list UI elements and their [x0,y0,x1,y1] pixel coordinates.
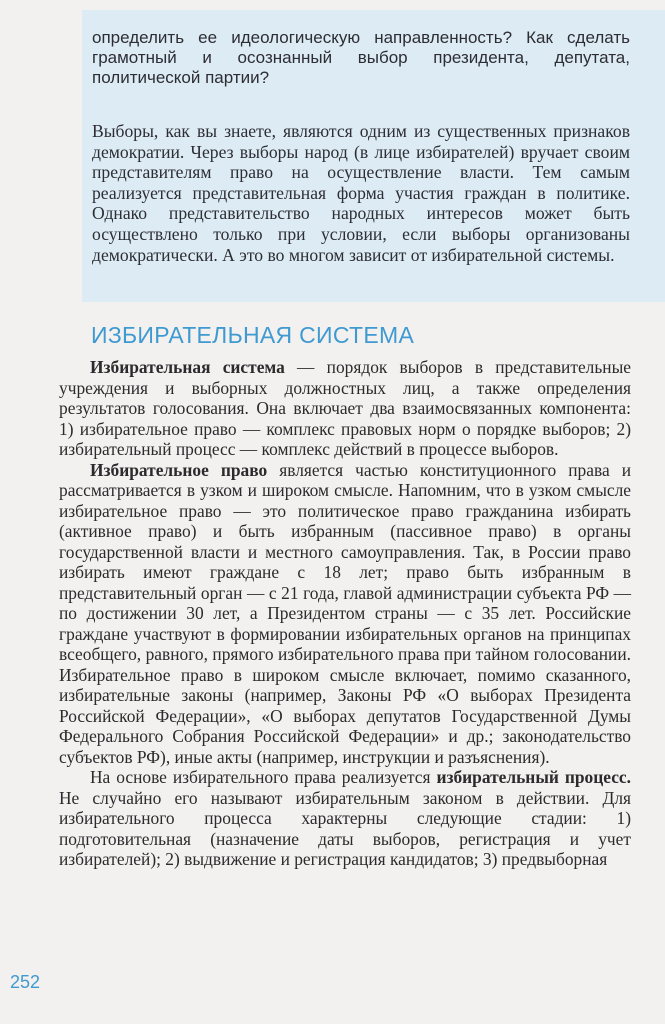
intro-question: определить ее идеологическую направленность? Как сделать грамотный и осознанный выбор президента, депутата, политической партии? [92,28,630,87]
paragraph-electoral-system-text: — порядок выборов в представительные учреждения и выборных должностных лиц, а также определения результатов голосования. Она включает два взаимосвязанных компонента: 1) избирательное право — комплекс правовых норм о порядке выборов; 2) избирательный процесс — комплекс действий в процессе выборов. [59,357,631,459]
term-electoral-system: Избирательная система [90,357,285,377]
page-number: 252 [10,972,41,992]
paragraph-electoral-system [59,357,631,460]
term-electoral-law: Избирательное право [90,459,268,480]
paragraph-electoral-process-start: На основе избирательного права реализуется [90,767,437,787]
section-title: ИЗБИРАТЕЛЬНАЯ СИСТЕМА [91,322,415,348]
intro-paragraph: Выборы, как вы знаете, являются одним из существенных признаков демократии. Через выборы народ (в лице избирателей) вручает своим представителям право на осуществление власти. Тем самым реализуется представительная форма участия граждан в политике. Однако представительство народных интересов может быть осуществлено только при условии, если выборы организованы демократически. А это во многом зависит от избирательной системы. [92,121,630,265]
paragraph-electoral-law [59,460,631,768]
paragraph-electoral-law-text: является частью конституционного права и рассматривается в узком и широком смысле. Напомним, что в узком смысле избирательное право — это политическое право гражданина избирать (активное право) и быть избранным (пассивное право) в органы государственной власти и местного самоуправления. Так, в России право избирать имеют граждане с 18 лет; право быть избранным в представительный орган — с 21 года, главой администрации субъекта РФ — по достижении 30 лет, а Президентом страны — с 35 лет. Российские граждане участвуют в формировании избирательных органов на принципах всеобщего, равного, прямого избирательного права при тайном голосовании. Избирательное право в широком смысле включает, помимо сказанного, избирательные законы (например, Законы РФ «О выборах Президента Российской Федерации», «О выборах депутатов Государственной Думы Федерального Собрания Российской Федерации» и др.; законодательство субъектов РФ), иные акты (например, инструкции и разъяснения). [59,459,632,767]
term-electoral-process: избирательный процесс. [436,767,631,787]
section-body [59,357,631,870]
paragraph-electoral-process-text: Не случайно его называют избирательным законом в действии. Для избирательного процесса характерны следующие стадии: 1) подготовительная (назначение даты выборов, регистрация и учет избирателей); 2) выдвижение и регистрация кандидатов; 3) предвыборная [59,787,631,869]
paragraph-electoral-process [59,767,631,870]
